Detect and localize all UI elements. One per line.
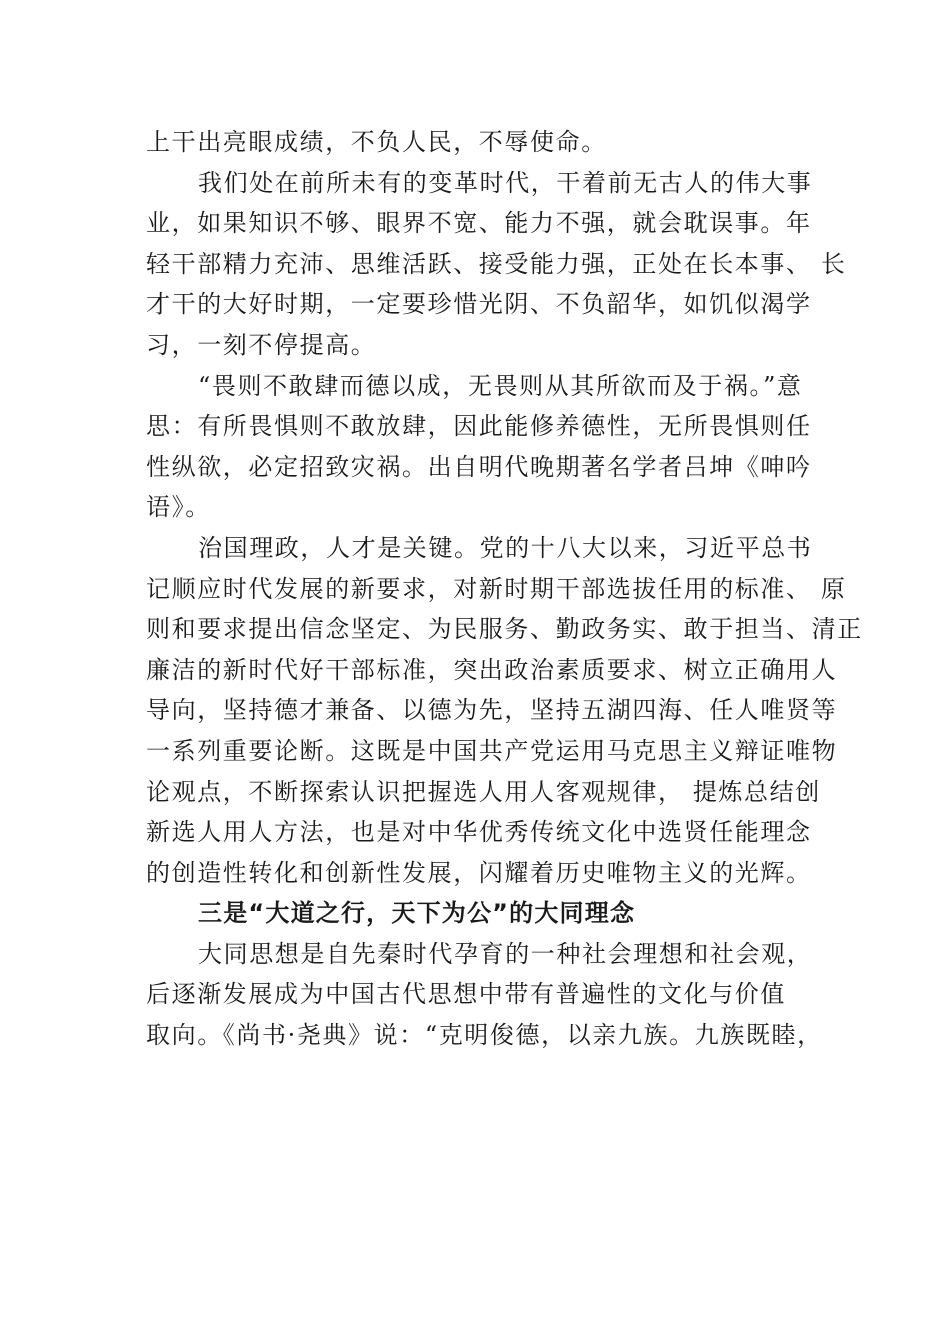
text-line: 语》。 [146, 493, 211, 522]
text-line: 业，如果知识不够、眼界不宽、能力不强，就会耽误事。年 [146, 209, 812, 238]
text-line: 则和要求提出信念坚定、为民服务、勤政务实、敢于担当、清正 [146, 615, 863, 644]
text-line: 的创造性转化和创新性发展，闪耀着历史唯物主义的光辉。 [146, 858, 812, 887]
text-line: 后逐渐发展成为中国古代思想中带有普遍性的文化与价值 [146, 980, 786, 1009]
text-line: 习，一刻不停提高。 [146, 330, 377, 359]
text-line: 治国理政，人才是关键。党的十八大以来，习近平总书 [198, 533, 813, 562]
text-line: 思：有所畏惧则不敢放肆，因此能修养德性，无所畏惧则任 [146, 412, 812, 441]
text-line: 廉洁的新时代好干部标准，突出政治素质要求、树立正确用人 [146, 655, 838, 684]
text-line: 导向，坚持德才兼备、以德为先，坚持五湖四海、任人唯贤等 [146, 696, 838, 725]
text-line: 论观点，不断探索认识把握选人用人客观规律， 提炼总结创 [146, 777, 821, 806]
text-line: 记顺应时代发展的新要求，对新时期干部选拔任用的标准、 原 [146, 574, 847, 603]
text-line: 才干的大好时期，一定要珍惜光阴、不负韶华，如饥似渴学 [146, 290, 812, 319]
text-line: 大同思想是自先秦时代孕育的一种社会理想和社会观， [198, 939, 813, 968]
text-line: 我们处在前所未有的变革时代，干着前无古人的伟大事 [198, 168, 813, 197]
section-heading: 三是“大道之行，天下为公”的大同理念 [198, 899, 636, 928]
document-body [146, 122, 863, 1056]
text-line: 上干出亮眼成绩，不负人民，不辱使命。 [146, 128, 607, 156]
text-line: 取向。《尚书·尧典》说：“克明俊德，以亲九族。九族既睦， [146, 1021, 823, 1050]
text-line: 轻干部精力充沛、思维活跃、接受能力强，正处在长本事、 长 [146, 249, 847, 278]
text-line: 一系列重要论断。这既是中国共产党运用马克思主义辩证唯物 [146, 736, 838, 765]
text-line: “畏则不敢肆而德以成，无畏则从其所欲而及于祸。”意 [198, 371, 803, 400]
text-line: 新选人用人方法，也是对中华优秀传统文化中选贤任能理念 [146, 818, 812, 847]
text-line: 性纵欲，必定招致灾祸。出自明代晚期著名学者吕坤《呻吟 [146, 452, 812, 481]
